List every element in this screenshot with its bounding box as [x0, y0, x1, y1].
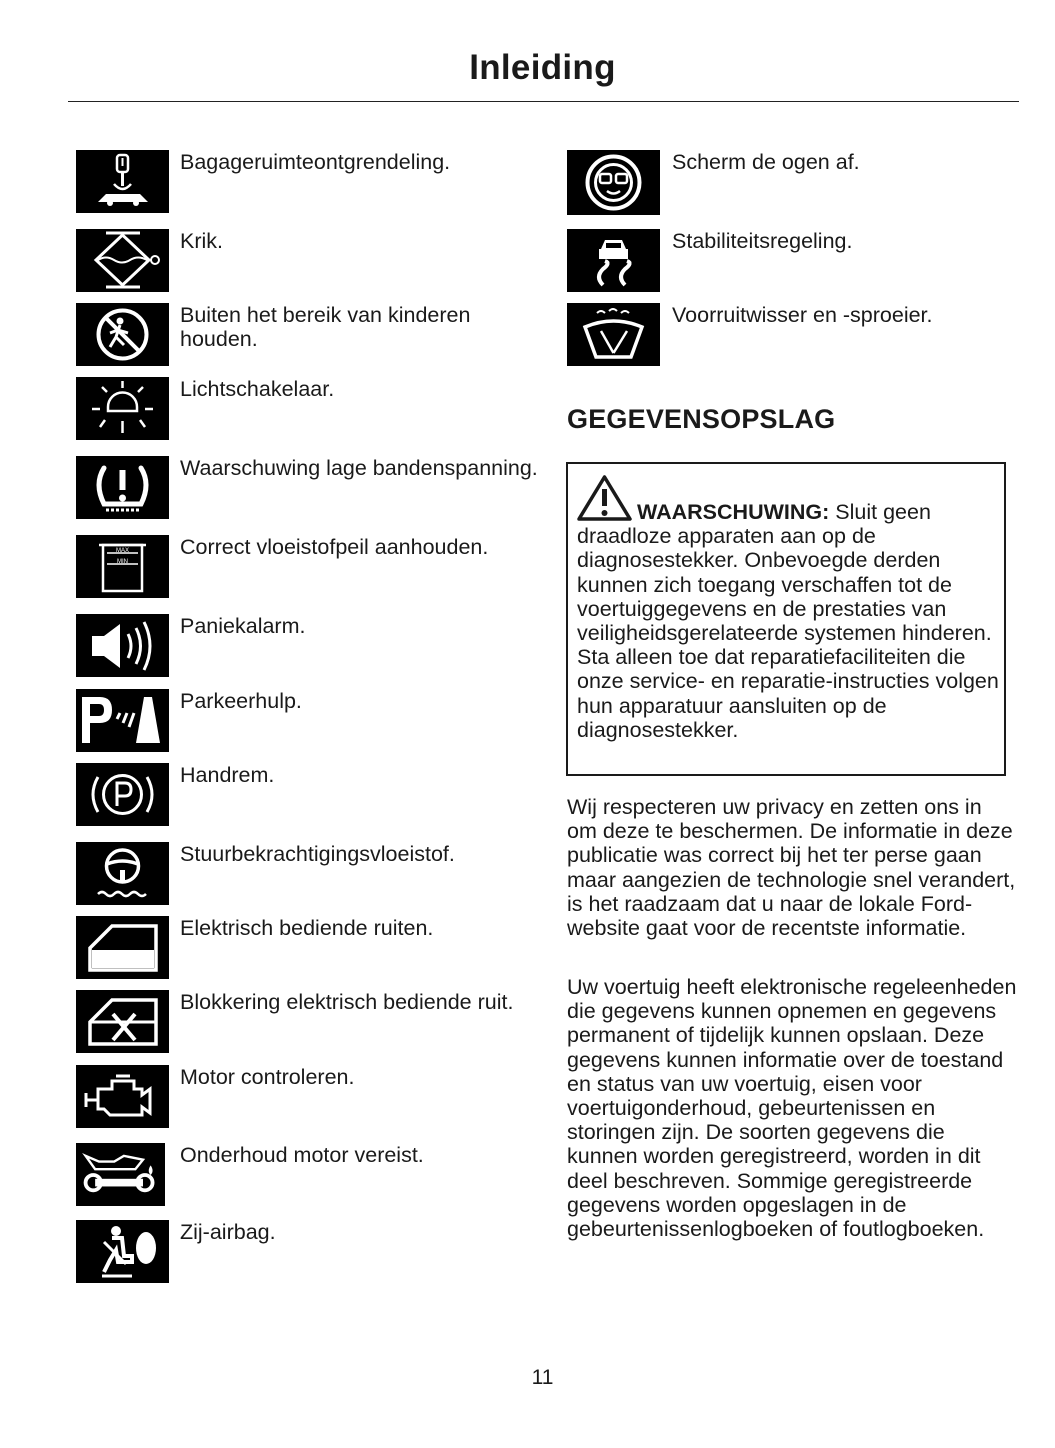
eye-protection-icon	[567, 150, 660, 215]
icon-label: Motor controleren.	[180, 1065, 355, 1089]
icon-label: Voorruitwisser en -sproeier.	[672, 303, 933, 327]
icon-label: Blokkering elektrisch bediende ruit.	[180, 990, 514, 1014]
keep-away-from-children-icon	[76, 303, 169, 366]
icon-label: Onderhoud motor vereist.	[180, 1143, 424, 1167]
page-title: Inleiding	[469, 48, 616, 87]
parking-aid-icon	[76, 689, 169, 752]
engine-service-icon	[76, 1143, 165, 1206]
jack-icon	[76, 229, 169, 292]
icon-label: Buiten het bereik van kinderen houden.	[180, 303, 471, 351]
tire-pressure-warning-icon	[76, 456, 169, 519]
icon-label: Zij-airbag.	[180, 1220, 276, 1244]
light-switch-icon	[76, 377, 169, 440]
power-steering-fluid-icon	[76, 842, 169, 905]
icon-label: Scherm de ogen af.	[672, 150, 860, 174]
warning-body: Sluit geen draadloze apparaten aan op de diagnosestekker. Onbevoegde derden kunnen zich toegang verschaffen tot de voertuiggegevens en de prestaties van veiligheidsgerelateerde systemen hinderen. Sta alleen toe dat reparatiefaciliteiten die onze service- en reparatie-instructies volgen hun apparatuur aansluiten op de diagnosestekker.	[577, 500, 999, 742]
icon-label: Handrem.	[180, 763, 275, 787]
check-engine-icon	[76, 1065, 169, 1128]
panic-alarm-icon	[76, 614, 169, 677]
title-divider	[68, 101, 1019, 102]
fluid-min-text: MIN	[117, 559, 128, 565]
icon-label: Elektrisch bediende ruiten.	[180, 916, 434, 940]
parking-brake-icon	[76, 763, 169, 826]
icon-label: Correct vloeistofpeil aanhouden.	[180, 535, 489, 559]
icon-label: Paniekalarm.	[180, 614, 306, 638]
section-heading: GEGEVENSOPSLAG	[567, 404, 836, 434]
icon-label: Stabiliteitsregeling.	[672, 229, 853, 253]
windshield-wiper-washer-icon	[567, 303, 660, 366]
power-window-icon	[76, 916, 169, 979]
warning-box	[566, 462, 1006, 776]
privacy-paragraph: Wij respecteren uw privacy en zetten ons in om deze te beschermen. De informatie in deze publicatie was correct bij het ter perse gaan maar aangezien de technologie snel verandert, is het raadzaam dat u naar de lokale Ford-website gaat voor de recentste informatie.	[567, 795, 1016, 941]
warning-label: WAARSCHUWING:	[637, 500, 830, 524]
icon-label: Waarschuwing lage bandenspanning.	[180, 456, 538, 480]
icon-label: Stuurbekrachtigingsvloeistof.	[180, 842, 455, 866]
trunk-release-icon	[76, 150, 169, 213]
icon-label: Lichtschakelaar.	[180, 377, 335, 401]
icon-label: Parkeerhulp.	[180, 689, 302, 713]
stability-control-icon	[567, 229, 660, 292]
icon-label: Bagageruimteontgrendeling.	[180, 150, 451, 174]
fluid-max-text: MAX	[115, 548, 130, 554]
window-lockout-icon	[76, 990, 169, 1053]
icon-label: Krik.	[180, 229, 223, 253]
page-number: 11	[531, 1366, 554, 1389]
warning-text	[577, 500, 1003, 742]
fluid-level-icon	[76, 535, 169, 598]
data-storage-paragraph: Uw voertuig heeft elektronische regeleenheden die gegevens kunnen opnemen en gegevens permanent of tijdelijk kunnen opslaan. Deze gegevens kunnen informatie over de toestand en status van uw voertuig, eisen voor voertuigonderhoud, gebeurtenissen en storingen zijn. De soorten gegevens die kunnen worden geregistreerd, worden in dit deel beschreven. Sommige geregistreerde gegevens worden opgeslagen in de gebeurtenissenlogboeken of foutlogboeken.	[567, 975, 1017, 1242]
side-airbag-icon	[76, 1220, 169, 1283]
